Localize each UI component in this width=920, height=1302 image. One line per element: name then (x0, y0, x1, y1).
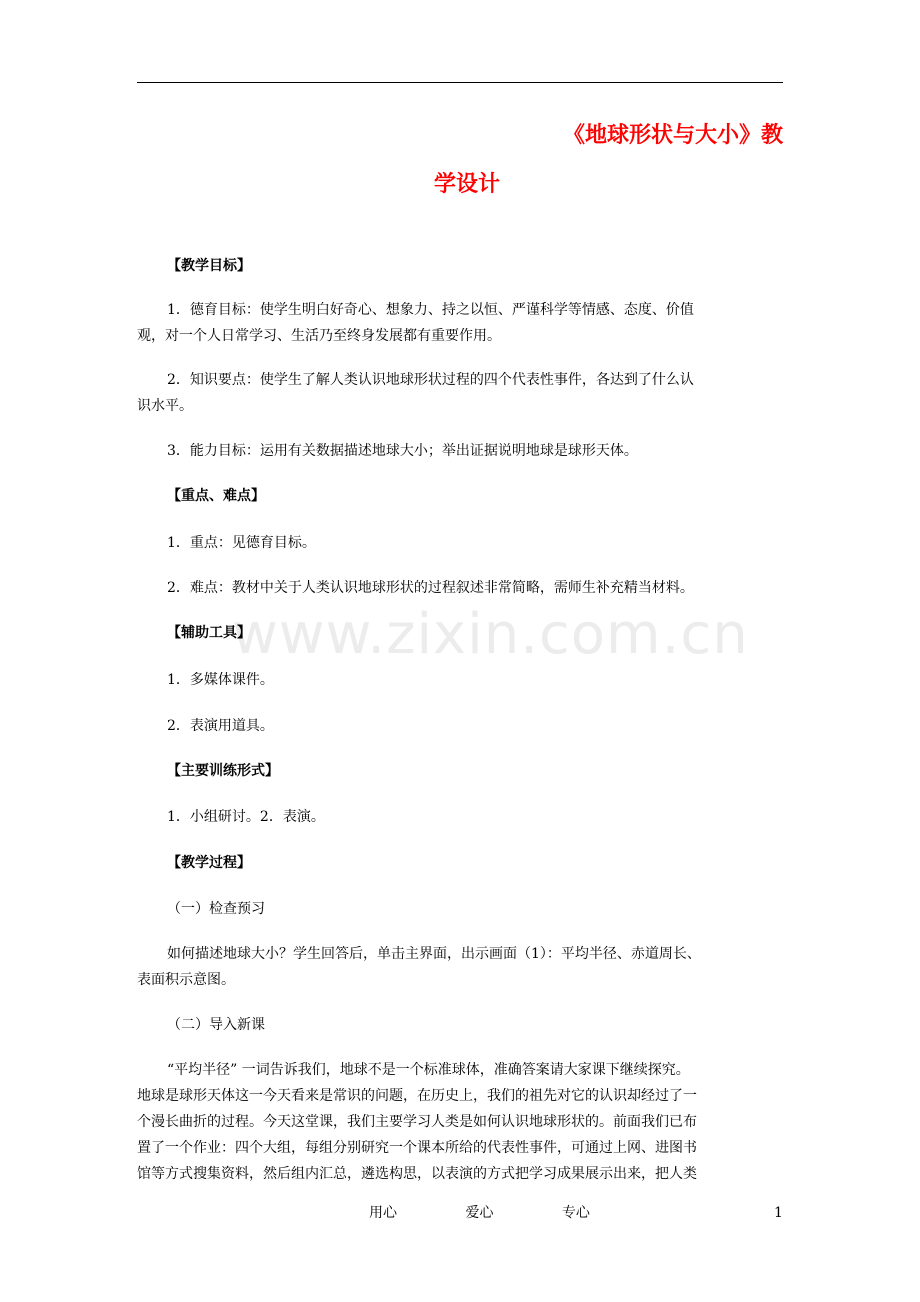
process-paragraph-2-line5: 馆等方式搜集资料，然后组内汇总，遴选构思，以表演的方式把学习成果展示出来，把人类 (137, 1166, 697, 1182)
process-subheading-2: （二）导入新课 (167, 1017, 265, 1033)
document-title: 《地球形状与大小》教 (562, 123, 783, 148)
page-number: 1 (774, 1205, 783, 1221)
process-paragraph-1-line1: 如何描述地球大小？学生回答后，单击主界面，出示画面（1）：平均半径、赤道周长、 (167, 946, 701, 962)
process-paragraph-2-line2: 地球是球形天体这一今天看来是常识的问题，在历史上，我们的祖先对它的认识却经过了一 (137, 1088, 697, 1104)
section-heading-key-points: 【重点、难点】 (167, 488, 265, 504)
document-title-continued: 学设计 (433, 172, 500, 197)
process-paragraph-2-line4: 置了一个作业：四个大组，每组分别研究一个课本所给的代表性事件，可通过上网、进图书 (137, 1140, 697, 1156)
goal-item-1-line1: 1．德育目标：使学生明白好奇心、想象力、持之以恒、严谨科学等情感、态度、价值 (167, 302, 694, 318)
section-heading-goals: 【教学目标】 (167, 258, 251, 274)
footer-motto-2: 爱心 (465, 1205, 494, 1221)
key-point-item-1: 1．重点：见德育目标。 (167, 535, 316, 551)
process-paragraph-1-line2: 表面积示意图。 (137, 972, 235, 988)
tool-item-1: 1．多媒体课件。 (167, 672, 274, 688)
tool-item-2: 2．表演用道具。 (167, 718, 274, 734)
footer-motto-3: 专心 (561, 1205, 590, 1221)
process-paragraph-2-line3: 个漫长曲折的过程。今天这堂课，我们主要学习人类是如何认识地球形状的。前面我们已布 (137, 1114, 697, 1130)
section-heading-training: 【主要训练形式】 (167, 763, 279, 779)
footer-motto (369, 1203, 590, 1223)
goal-item-3: 3．能力目标：运用有关数据描述地球大小；举出证据说明地球是球形天体。 (167, 443, 638, 459)
goal-item-2 (137, 367, 783, 419)
training-item-1: 1．小组研讨。2．表演。 (167, 809, 325, 825)
goal-item-1 (137, 297, 783, 349)
process-paragraph-1 (137, 941, 783, 993)
section-heading-tools: 【辅助工具】 (167, 625, 251, 641)
footer-motto-1: 用心 (369, 1205, 397, 1221)
goal-item-2-line2: 识水平。 (137, 398, 193, 414)
section-heading-process: 【教学过程】 (167, 855, 251, 871)
goal-item-1-line2: 观，对一个人日常学习、生活乃至终身发展都有重要作用。 (137, 328, 501, 344)
key-point-item-2: 2．难点：教材中关于人类认识地球形状的过程叙述非常简略，需师生补充精当材料。 (167, 580, 694, 596)
goal-item-2-line1: 2．知识要点：使学生了解人类认识地球形状过程的四个代表性事件，各达到了什么认 (167, 372, 694, 388)
process-paragraph-2-line1: “平均半径” 一词告诉我们，地球不是一个标准球体，准确答案请大家课下继续探究。 (167, 1062, 690, 1078)
process-paragraph-2 (137, 1057, 783, 1187)
process-subheading-1: （一）检查预习 (167, 901, 265, 917)
header-rule (137, 82, 783, 83)
watermark: www.zixin.com.cn (232, 602, 749, 667)
